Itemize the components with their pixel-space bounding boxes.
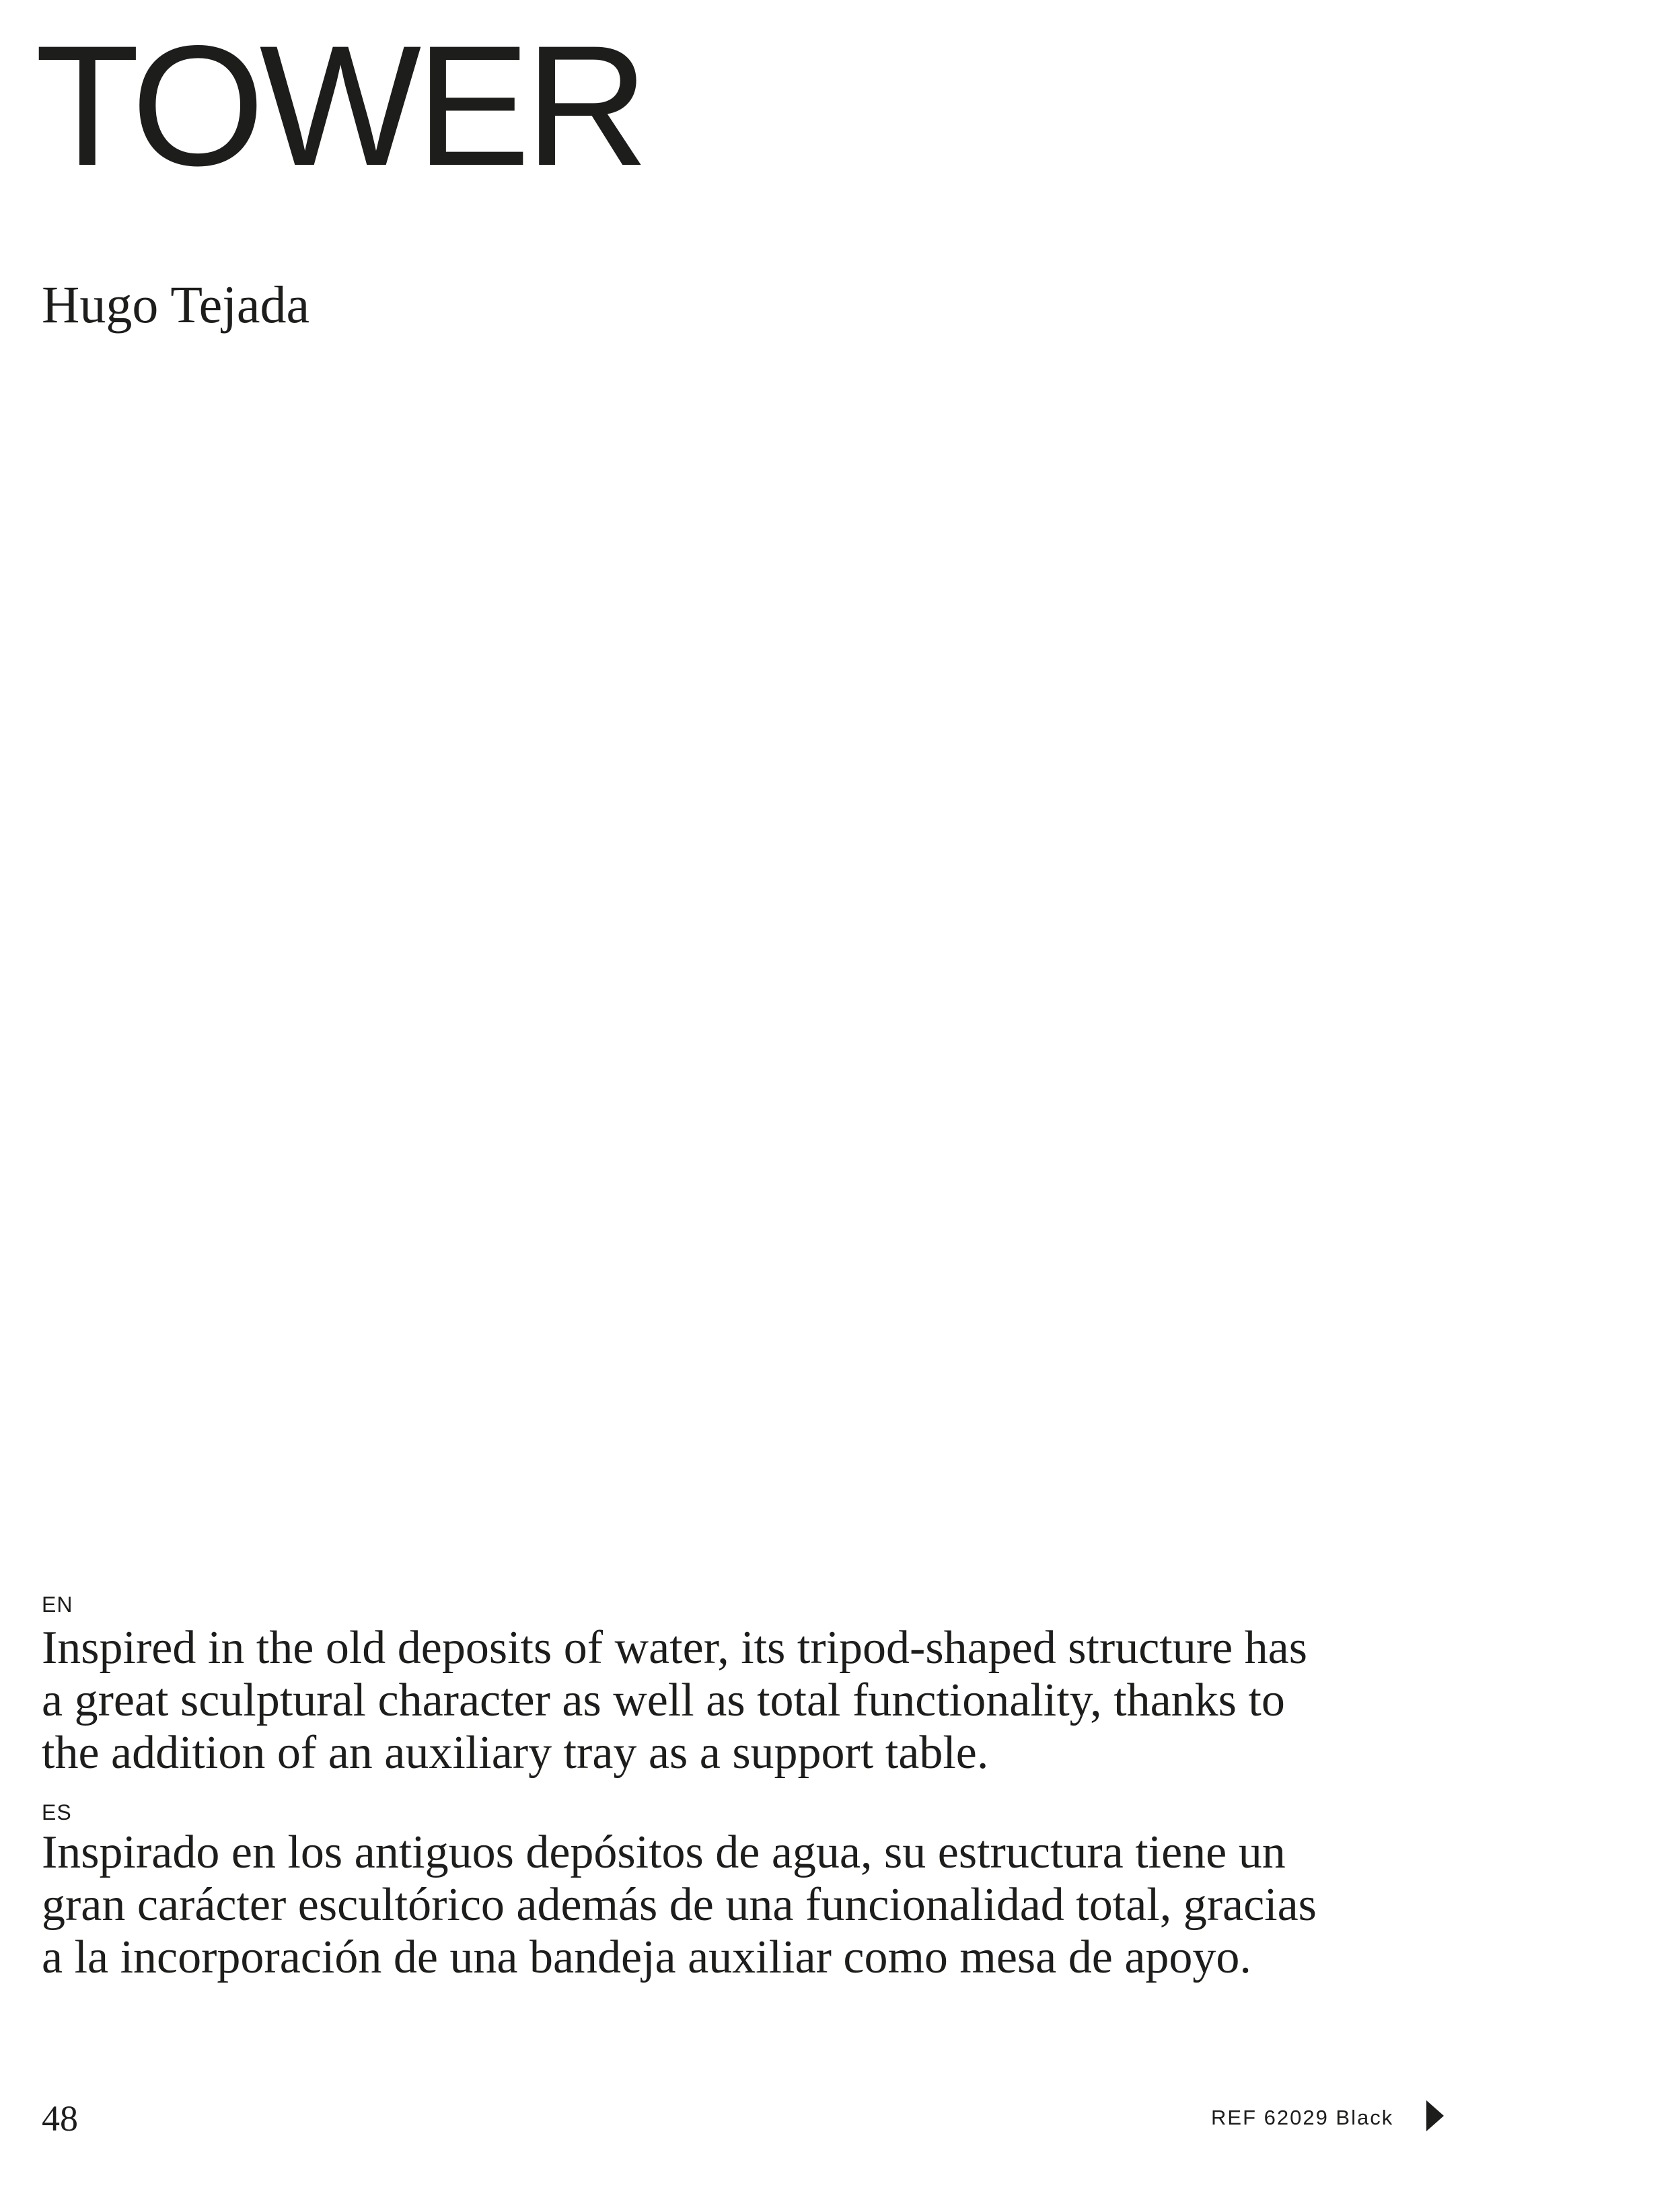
- description-es-line: gran carácter escultórico además de una funcionalidad total, gracias: [42, 1879, 1317, 1931]
- description-en-line: a great sculptural character as well as total functionality, thanks to: [42, 1674, 1285, 1726]
- language-label-es: ES: [42, 1800, 72, 1824]
- designer-name: Hugo Tejada: [42, 275, 310, 334]
- product-title: TOWER: [35, 10, 644, 202]
- description-es: [42, 1827, 1317, 1984]
- triangle-right-icon[interactable]: [1425, 2099, 1445, 2133]
- description-en: [42, 1622, 1307, 1779]
- product-reference: REF 62029 Black: [1211, 2106, 1394, 2129]
- language-label-en: EN: [42, 1592, 73, 1617]
- triangle-right-icon-graphic: [1425, 2099, 1445, 2133]
- page-number: 48: [42, 2098, 78, 2139]
- description-es-line: Inspirado en los antiguos depósitos de agua, su estructura tiene un: [42, 1827, 1286, 1878]
- description-es-line: a la incorporación de una bandeja auxiliar como mesa de apoyo.: [42, 1931, 1251, 1983]
- description-en-line: the addition of an auxiliary tray as a support table.: [42, 1727, 989, 1779]
- description-en-line: Inspired in the old deposits of water, its tripod-shaped structure has: [42, 1622, 1307, 1674]
